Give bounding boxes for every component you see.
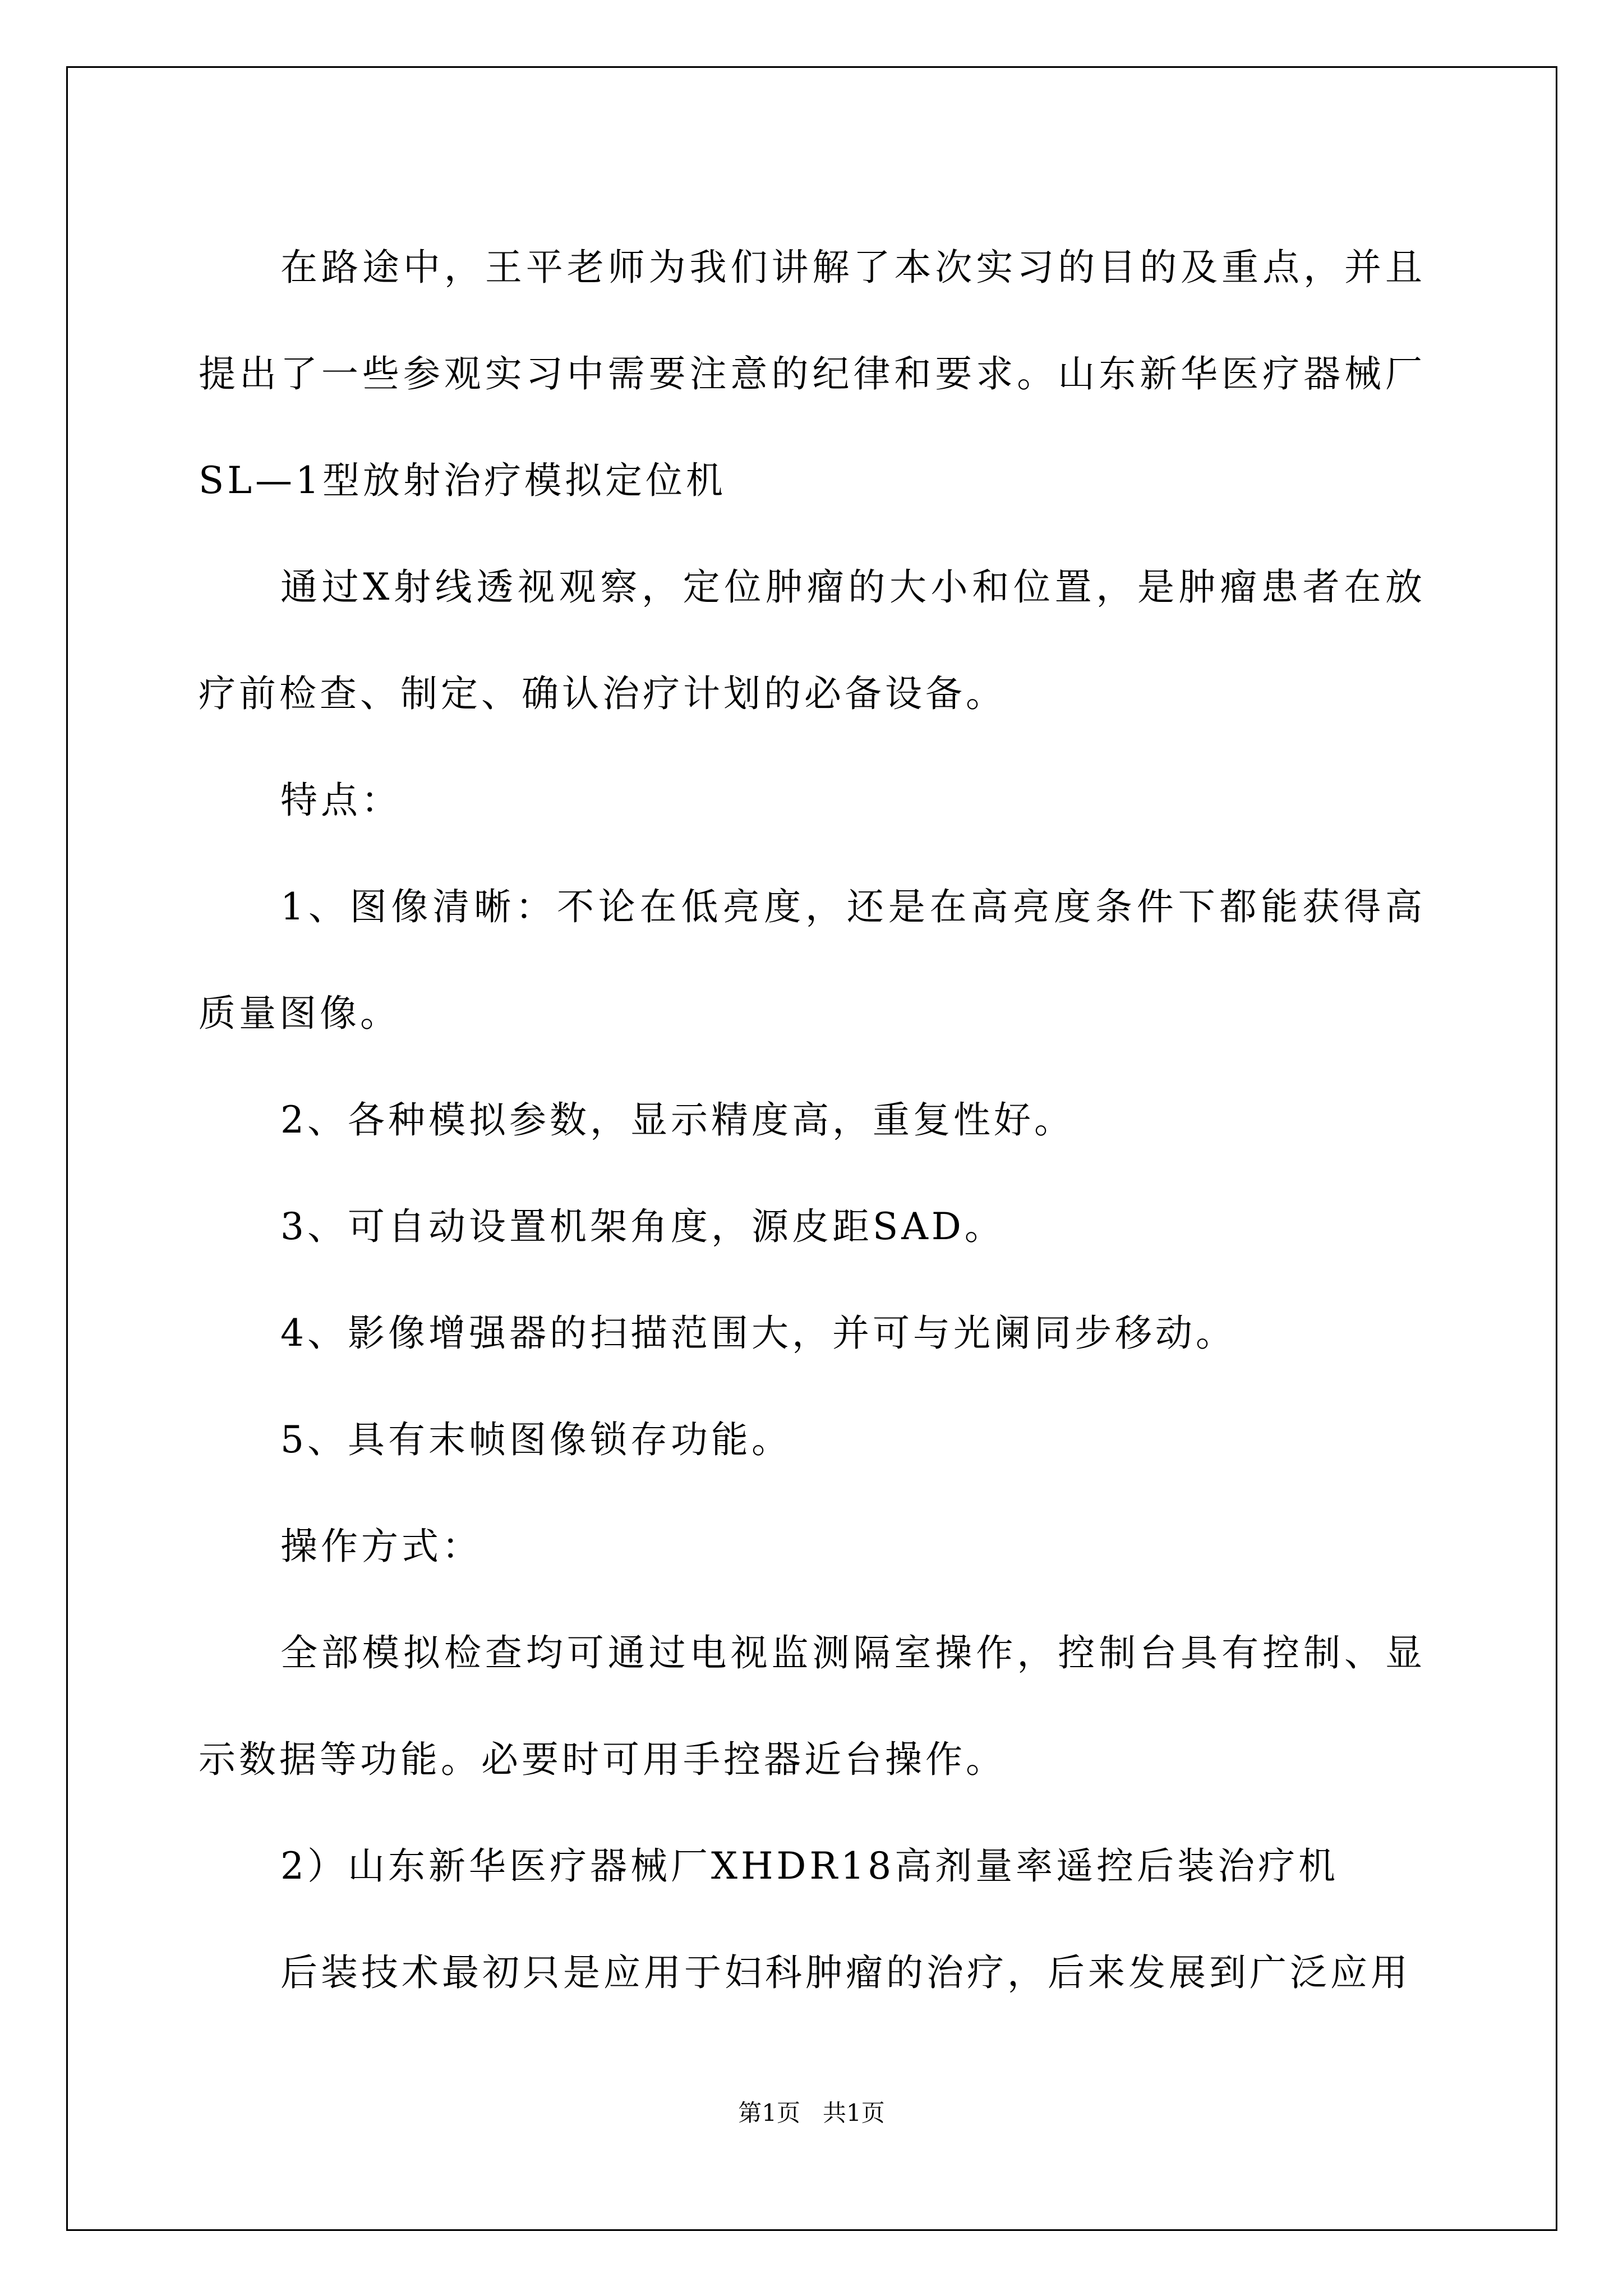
- document-body: [199, 214, 1426, 2026]
- paragraph: 特点：: [280, 779, 402, 822]
- paragraph: 5、具有末帧图像锁存功能。: [280, 1418, 792, 1461]
- page-total: 共1页: [823, 2099, 885, 2127]
- paragraph: 操作方式：: [280, 1525, 482, 1568]
- page-footer: [0, 2095, 1623, 2128]
- paragraph: 2、各种模拟参数，显示精度高，重复性好。: [280, 1098, 1075, 1142]
- page-number: 第1页: [738, 2099, 800, 2127]
- paragraph: 4、影像增强器的扫描范围大，并可与光阑同步移动。: [280, 1312, 1236, 1355]
- paragraph: 通过X射线透视观察，定位肿瘤的大小和位置，是肿瘤患者在放疗前检查、制定、确认治疗计划的必备设备。: [199, 565, 1426, 715]
- paragraph: 全部模拟检查均可通过电视监测隔室操作，控制台具有控制、显示数据等功能。必要时可用手控器近台操作。: [199, 1631, 1426, 1781]
- paragraph: 3、可自动设置机架角度，源皮距SAD。: [280, 1205, 1005, 1248]
- paragraph: 在路途中，王平老师为我们讲解了本次实习的目的及重点，并且提出了一些参观实习中需要注意的纪律和要求。山东新华医疗器械厂SL—1型放射治疗模拟定位机: [199, 246, 1426, 502]
- paragraph: 后装技术最初只是应用于妇科肿瘤的治疗，后来发展到广泛应用: [280, 1951, 1411, 1994]
- paragraph: 1、图像清晰：不论在低亮度，还是在高亮度条件下都能获得高质量图像。: [199, 885, 1426, 1035]
- paragraph: 2）山东新华医疗器械厂XHDR18高剂量率遥控后装治疗机: [280, 1844, 1339, 1888]
